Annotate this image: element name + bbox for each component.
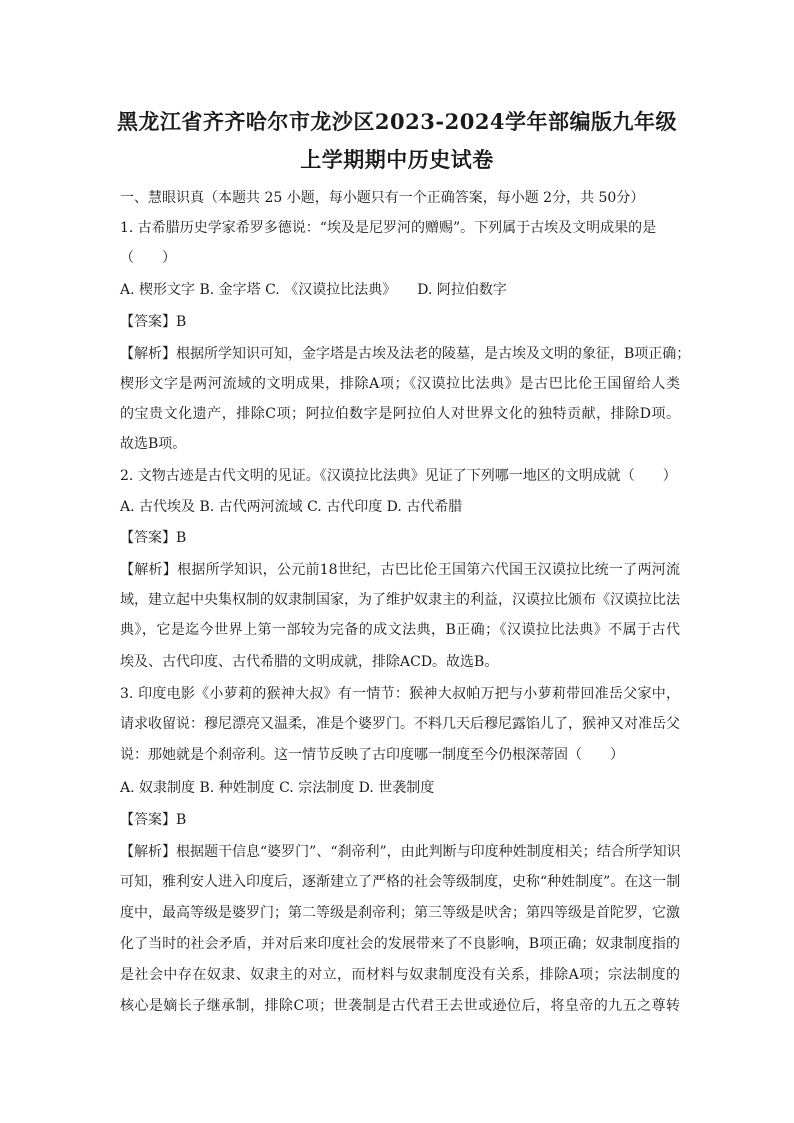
section-header: 一、慧眼识真（本题共 25 小题，每小题只有一个正确答案，每小题 2分，共 50分） xyxy=(120,190,645,206)
page-title: 黑龙江省齐齐哈尔市龙沙区2023-2024学年部编版九年级 xyxy=(116,109,678,134)
question-3-stem-line: 3. 印度电影《小萝莉的猴神大叔》有一情节：猴神大叔帕万把与小萝莉带回准岳父家中， xyxy=(120,686,680,702)
question-3-options: A. 奴隶制度 B. 种姓制度 C. 宗法制度 D. 世袭制度 xyxy=(120,780,435,796)
page-subtitle: 上学期期中历史试卷 xyxy=(300,147,494,172)
question-3-analysis-line: 核心是嫡长子继承制，排除C项；世袭制是古代君王去世或逊位后，将皇帝的九五之尊转 xyxy=(120,998,680,1014)
question-2-analysis-line: 域，建立起中央集权制的奴隶制国家，为了维护奴隶主的利益，汉谟拉比颁布《汉谟拉比法 xyxy=(120,592,680,608)
question-3-analysis-line: 化了当时的社会矛盾，并对后来印度社会的发展带来了不良影响，B项正确；奴隶制度指的 xyxy=(120,936,680,952)
question-3-analysis-line: 度中，最高等级是婆罗门；第二等级是刹帝利；第三等级是吠舍；第四等级是首陀罗，它激 xyxy=(120,905,680,921)
question-3-answer: 【答案】B xyxy=(120,812,187,828)
question-3-stem-line: 请求收留说：穆尼漂亮又温柔，准是个婆罗门。不料几天后穆尼露馅儿了，猴神又对准岳父 xyxy=(120,716,680,732)
question-1-stem: 1. 古希腊历史学家希罗多德说：“埃及是尼罗河的赠赐”。下列属于古埃及文明成果的是 xyxy=(120,220,657,236)
question-2-analysis-line: 埃及、古代印度、古代希腊的文明成就，排除ACD。故选B。 xyxy=(120,654,499,670)
question-3-stem-line: 说：那她就是个刹帝利。这一情节反映了古印度哪一制度至今仍根深蒂固（ ） xyxy=(120,747,624,763)
question-1-options: A. 楔形文字 B. 金字塔 C. 《汉谟拉比法典》 D. 阿拉伯数字 xyxy=(120,282,507,298)
question-3-analysis-line: 是社会中存在奴隶、奴隶主的对立，而材料与奴隶制度没有关系，排除A项；宗法制度的 xyxy=(120,967,680,983)
question-3-analysis-line: 可知，雅利安人进入印度后，逐渐建立了严格的社会等级制度，史称“种姓制度”。在这一制 xyxy=(120,874,681,890)
question-1-analysis-line: 故选B项。 xyxy=(120,436,187,452)
question-2-stem: 2. 文物古迹是古代文明的见证。《汉谟拉比法典》见证了下列哪一地区的文明成就（ ） xyxy=(120,468,677,484)
question-2-analysis-line: 【解析】根据所学知识，公元前18世纪，古巴比伦王国第六代国王汉谟拉比统一了两河流 xyxy=(120,562,680,578)
question-1-analysis-line: 【解析】根据所学知识可知，金字塔是古埃及法老的陵墓，是古埃及文明的象征，B项正确； xyxy=(120,346,691,362)
question-2-options: A. 古代埃及 B. 古代两河流域 C. 古代印度 D. 古代希腊 xyxy=(120,499,463,515)
question-2-answer: 【答案】B xyxy=(120,530,187,546)
question-1-analysis-line: 的宝贵文化遗产，排除C项；阿拉伯数字是阿拉伯人对世界文化的独特贡献，排除D项。 xyxy=(120,406,680,422)
question-3-analysis-line: 【解析】根据题干信息“婆罗门”、“刹帝利”，由此判断与印度种姓制度相关；结合所学知识 xyxy=(120,844,681,860)
question-1-stem-bracket: （ ） xyxy=(120,250,176,266)
question-1-answer: 【答案】B xyxy=(120,314,187,330)
question-1-analysis-line: 楔形文字是两河流域的文明成果，排除A项；《汉谟拉比法典》是古巴比伦王国留给人类 xyxy=(120,376,680,392)
question-2-analysis-line: 典》，它是迄今世界上第一部较为完备的成文法典，B正确；《汉谟拉比法典》不属于古代 xyxy=(120,622,680,638)
